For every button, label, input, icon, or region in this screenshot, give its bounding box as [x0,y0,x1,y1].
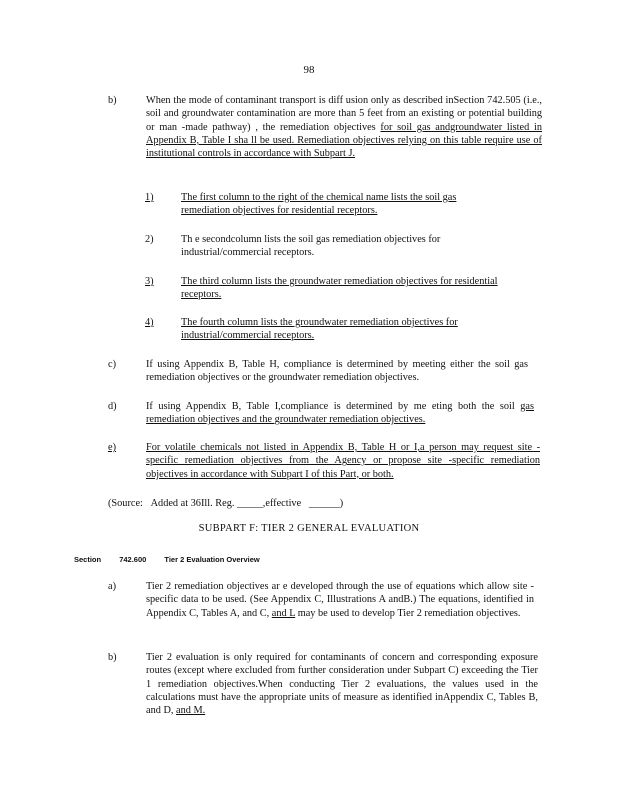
source-text: Added at 36Ill. Reg. [150,498,235,509]
paragraph-tier2-b-label: b) [108,652,117,663]
sub-item-3-label: 3) [145,276,154,287]
paragraph-tier2-b [108,651,538,717]
paragraph-b-amendment: for soil gas andgroundwater listed in Appendix B, Table I sha ll be used. Remediation objectives relying on this table require use of institutional controls in accordance with Subpart J. [146,121,543,160]
section-title: Tier 2 Evaluation Overview [164,555,260,564]
paragraph-b [108,94,542,160]
paragraph-e-text: For volatile chemicals not listed in Appendix B, Table H or I,a person may request site -specific remediation objectives from the Agency or propose site -specific remediation objectives in accordance with Subpart I of this Part, or both. [146,442,540,480]
paragraph-d-text [146,400,534,427]
sub-item-4-label: 4) [145,317,154,328]
source-blank-2: ______ [308,498,340,509]
sub-item-2-label: 2) [145,234,154,245]
sub-item-1-label: 1) [145,192,154,203]
paragraph-e [108,441,540,481]
paragraph-c-label: c) [108,359,116,370]
paragraph-tier2-a-text [146,580,534,620]
sub-item-1-text: The first column to the right of the chemical name lists the soil gas remediation objectives for residential receptors. [181,192,457,217]
paragraph-tier2-a-label: a) [108,581,116,592]
paragraph-tier2-a-plain-2: may be used to develop Tier 2 remediation objectives. [295,607,521,619]
paragraph-e-label: e) [108,442,116,453]
paragraph-tier2-a-amendment: and L [271,607,296,619]
source-suffix: ) [339,498,344,509]
sub-item-4-text: The fourth column lists the groundwater remediation objectives for industrial/commercial receptors. [181,317,458,342]
section-heading [74,555,276,564]
source-blank-1: _____ [237,498,263,509]
section-number: 742.600 [119,555,147,564]
paragraph-b-plain: When the mode of contaminant transport is diff usion only as described inSection 742.505 (i.e., soil and groundwater contamination are more than 5 feet from an existing or potential building or man -made pathway) , the remediation objectives [146,95,542,133]
sub-item-3-text: The third column lists the groundwater remediation objectives for residential receptors. [181,276,498,301]
paragraph-tier2-b-amendment: and M. [176,705,206,717]
section-label: Section [74,555,102,564]
paragraph-d-plain: If using Appendix B, Table I,compliance is determined by me eting both the soil [146,401,521,412]
source-prefix: (Source: [108,498,143,509]
paragraph-tier2-b-plain: Tier 2 evaluation is only required for contaminants of concern and corresponding exposure routes (except where excluded from further consideration under Subpart C) exceeding the Tier 1 remediation objectives.When conducting Tier 2 evaluations, the values used in the calculations must have the appropriate units of measure as identified inAppendix C, Tables B, and D, [146,652,538,717]
source-effective: ,effective [262,498,302,509]
paragraph-tier2-a-plain: Tier 2 remediation objectives ar e developed through the use of equations which allow site -specific data to be used. (See Appendix C, Illustrations A andB.) The equations, identified in Appendix C, Tables A, and C, [146,581,534,619]
sub-item-2-text: Th e secondcolumn lists the soil gas remediation objectives for industrial/commercial receptors. [181,234,441,259]
paragraph-tier2-a [108,580,534,620]
paragraph-d [108,400,534,427]
paragraph-b-text [146,94,542,160]
page-number: 98 [303,64,315,76]
paragraph-c-text: If using Appendix B, Table H, compliance is determined by meeting either the soil gas remediation objectives or the groundwater remediation objectives. [146,359,528,384]
paragraph-d-label: d) [108,401,117,412]
paragraph-b-label: b) [108,95,117,106]
paragraph-d-amendment: gas remediation objectives and the groundwater remediation objectives. [146,401,534,426]
paragraph-tier2-b-text [146,651,538,717]
paragraph-c [108,358,528,385]
source-note [108,497,548,510]
subpart-heading: SUBPART F: TIER 2 GENERAL EVALUATION [198,523,420,534]
